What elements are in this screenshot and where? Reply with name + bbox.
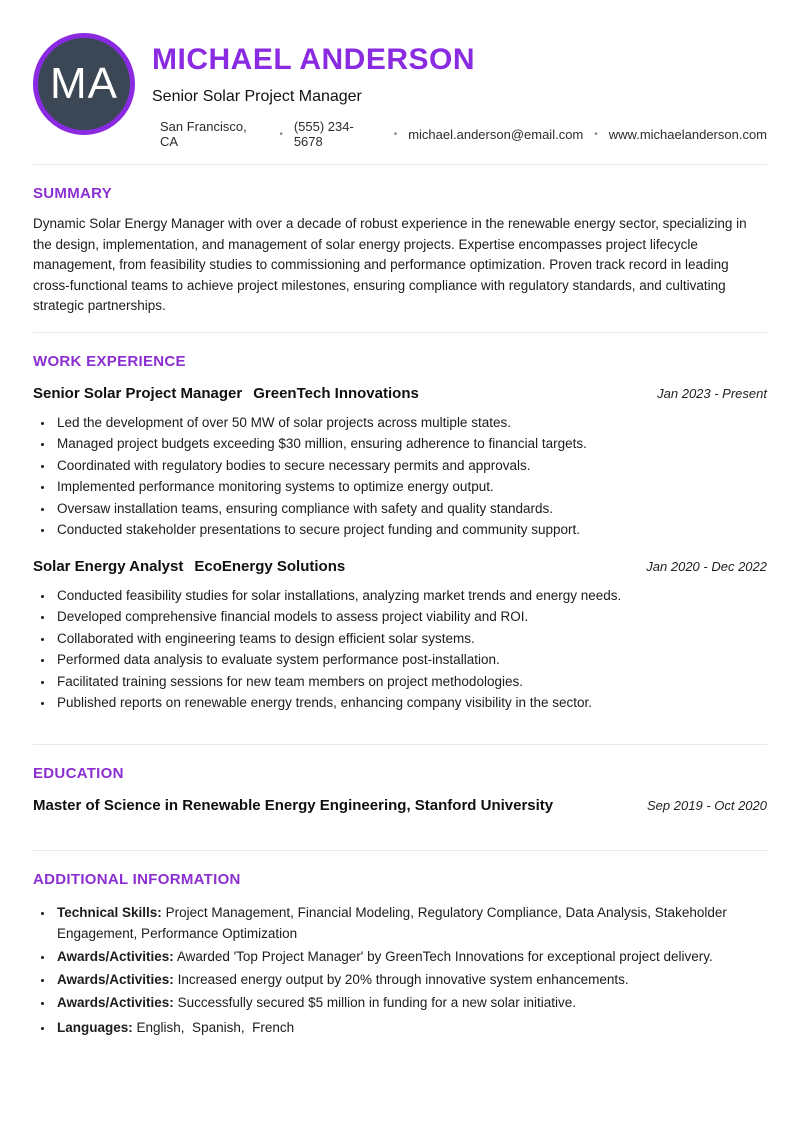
summary-text: Dynamic Solar Energy Manager with over a decade of robust experience in the renewable energy sector, specializing in the design, implementation, and management of solar energy projects. Expertise encompasses project lifecycle management, from feasibility studies to commissioning and performance optimization. Proven track record in leading cross-functional teams to achieve project milestones, ensuring compliance with regulatory standards, and cultivating strategic partnerships. (33, 216, 747, 313)
additional-item-label: Awards/Activities: (57, 994, 174, 1010)
additional-item-list (33, 902, 767, 1038)
additional-heading: ADDITIONAL INFORMATION (33, 870, 241, 888)
job-bullet: • Implemented performance monitoring systems to optimize energy output. (54, 476, 767, 498)
job-header (33, 385, 767, 402)
additional-item-label: Awards/Activities: (57, 948, 174, 964)
job-bullet-list (33, 585, 767, 714)
job-bullet: • Led the development of over 50 MW of solar projects across multiple states. (54, 412, 767, 434)
job-bullet: • Developed comprehensive financial models to assess project viability and ROI. (54, 606, 767, 628)
resume-header (33, 0, 767, 149)
additional-item-text: Increased energy output by 20% through innovative system enhancements. (177, 971, 629, 987)
job-dates: Jan 2020 - Dec 2022 (646, 558, 767, 574)
header-info (152, 33, 767, 149)
job-bullet: • Oversaw installation teams, ensuring compliance with safety and quality standards. (54, 498, 767, 520)
section-divider (33, 850, 767, 851)
additional-item-label: Languages: (57, 1019, 133, 1035)
section-divider (33, 164, 767, 165)
job-title-line (33, 385, 419, 402)
job-bullet: • Published reports on renewable energy trends, enhancing company visibility in the sector. (54, 692, 767, 714)
avatar-initials: MA (50, 59, 118, 108)
education-degree: Master of Science in Renewable Energy Engineering, Stanford University (33, 796, 554, 814)
additional-item (54, 902, 767, 944)
job-bullet-list (33, 412, 767, 541)
contact-separator: • (279, 128, 283, 140)
job-bullet: • Managed project budgets exceeding $30 million, ensuring adherence to financial targets. (54, 433, 767, 455)
job-position: Solar Energy Analyst (33, 557, 184, 575)
job-entry (33, 558, 767, 714)
job-position: Senior Solar Project Manager (33, 384, 243, 402)
contact-location: San Francisco, CA (160, 119, 247, 149)
section-additional-information (33, 871, 767, 1038)
additional-item (54, 946, 767, 967)
avatar (33, 33, 135, 135)
section-summary (33, 185, 767, 317)
education-entry (33, 797, 767, 814)
education-dates: Sep 2019 - Oct 2020 (647, 797, 767, 813)
additional-item-label: Awards/Activities: (57, 971, 174, 987)
job-bullet: • Conducted feasibility studies for solar installations, analyzing market trends and energy needs. (54, 585, 767, 607)
section-divider (33, 744, 767, 745)
contact-phone: (555) 234-5678 (293, 119, 354, 149)
contact-separator: • (393, 128, 398, 140)
job-bullet: • Coordinated with regulatory bodies to secure necessary permits and approvals. (54, 455, 767, 477)
contact-website: www.michaelanderson.com (608, 126, 768, 142)
section-education (33, 765, 767, 814)
job-dates: Jan 2023 - Present (657, 385, 767, 401)
contact-row (152, 119, 767, 149)
additional-item-label: Technical Skills: (57, 904, 162, 920)
section-work-experience (33, 353, 767, 714)
job-title-line (33, 558, 345, 575)
job-bullet: • Facilitated training sessions for new team members on project methodologies. (54, 671, 767, 693)
additional-item-languages (54, 1017, 767, 1038)
job-bullet: • Collaborated with engineering teams to design efficient solar systems. (54, 628, 767, 650)
additional-item-text: Successfully secured $5 million in funding for a new solar initiative. (177, 994, 577, 1010)
job-company: GreenTech Innovations (253, 384, 419, 402)
additional-item-text: Project Management, Financial Modeling, Regulatory Compliance, Data Analysis, Stakeholder Engagement, Performance Optimization (57, 904, 731, 941)
section-divider (33, 332, 767, 333)
job-header (33, 558, 767, 575)
education-heading: EDUCATION (33, 764, 124, 782)
candidate-name: MICHAEL ANDERSON (152, 43, 476, 76)
work-heading: WORK EXPERIENCE (33, 352, 186, 370)
job-company: EcoEnergy Solutions (194, 557, 346, 575)
job-entry (33, 385, 767, 541)
additional-item-text: Awarded 'Top Project Manager' by GreenTech Innovations for exceptional project delivery. (176, 948, 713, 964)
contact-email: michael.anderson@email.com (408, 126, 584, 142)
contact-separator: • (594, 128, 598, 140)
additional-item-text: English, Spanish, French (136, 1019, 295, 1035)
candidate-title: Senior Solar Project Manager (152, 88, 362, 105)
job-bullet: • Performed data analysis to evaluate system performance post-installation. (54, 649, 767, 671)
additional-item (54, 992, 767, 1013)
job-bullet: • Conducted stakeholder presentations to secure project funding and community support. (54, 519, 767, 541)
additional-item (54, 969, 767, 990)
summary-heading: SUMMARY (33, 185, 113, 202)
